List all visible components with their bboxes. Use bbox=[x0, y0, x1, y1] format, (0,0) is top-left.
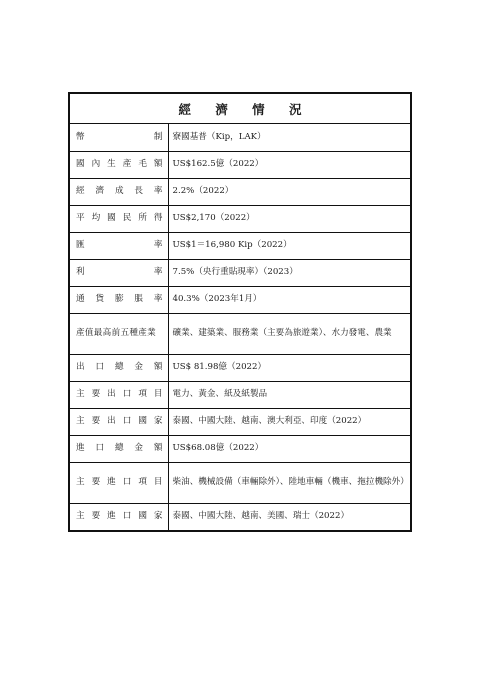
row-label-cell bbox=[70, 151, 168, 178]
row-label-cell bbox=[70, 313, 168, 354]
row-label-cell bbox=[70, 354, 168, 381]
table-row bbox=[70, 503, 410, 530]
row-value: US$1＝16,980 Kip（2022） bbox=[168, 232, 410, 259]
table-row bbox=[70, 124, 410, 151]
row-value: US$ 81.98億（2022） bbox=[168, 354, 410, 381]
row-label: 主 要 進 口 國 家 bbox=[76, 511, 163, 522]
row-label: 幣 制 bbox=[76, 131, 163, 142]
row-label: 匯 率 bbox=[76, 240, 163, 250]
economic-data-table bbox=[70, 124, 410, 530]
row-value: US$68.08億（2022） bbox=[168, 435, 410, 462]
row-label: 主 要 出 口 國 家 bbox=[76, 416, 163, 426]
row-label: 國 內 生 產 毛 額 bbox=[76, 159, 163, 169]
table-row bbox=[70, 178, 410, 205]
table-title: 經 濟 情 況 bbox=[70, 94, 410, 124]
row-label-cell bbox=[70, 205, 168, 232]
row-label: 利 率 bbox=[76, 267, 163, 277]
table-row bbox=[70, 286, 410, 313]
row-value: 柴油、機械設備（車輛除外）、陸地車輛（機車、拖拉機除外） bbox=[168, 462, 410, 503]
row-label: 經 濟 成 長 率 bbox=[76, 186, 163, 196]
table-row bbox=[70, 435, 410, 462]
table-row bbox=[70, 232, 410, 259]
row-value: 電力、黃金、紙及紙製品 bbox=[168, 381, 410, 408]
row-value: 2.2%（2022） bbox=[168, 178, 410, 205]
row-value: 寮國基普（Kip，LAK） bbox=[172, 131, 266, 142]
row-value: US$2,170（2022） bbox=[168, 205, 410, 232]
table-row bbox=[70, 381, 410, 408]
row-value: 泰國、中國大陸、越南、美國、瑞士（2022） bbox=[168, 503, 410, 530]
row-label: 平 均 國 民 所 得 bbox=[76, 213, 163, 223]
row-label-cell bbox=[70, 462, 168, 503]
table-row bbox=[70, 259, 410, 286]
table-row bbox=[70, 205, 410, 232]
row-value: 礦業、建築業、服務業（主要為旅遊業）、水力發電、農業 bbox=[168, 313, 410, 354]
row-label-cell bbox=[70, 178, 168, 205]
row-label-cell bbox=[70, 259, 168, 286]
table-row bbox=[70, 354, 410, 381]
row-label-cell bbox=[70, 381, 168, 408]
table-row bbox=[70, 408, 410, 435]
row-label-cell bbox=[70, 503, 168, 530]
row-label-cell bbox=[70, 124, 168, 151]
table-row bbox=[70, 462, 410, 503]
table-row bbox=[70, 151, 410, 178]
economic-situation-table bbox=[68, 92, 412, 532]
row-label-cell bbox=[70, 232, 168, 259]
row-label-cell bbox=[70, 435, 168, 462]
row-label: 進 口 總 金 額 bbox=[76, 443, 163, 453]
row-label-cell bbox=[70, 408, 168, 435]
row-label: 產值最高前五種產業 bbox=[76, 328, 157, 338]
row-value: US$162.5億（2022） bbox=[168, 151, 410, 178]
row-value: 泰國、中國大陸、越南、澳大利亞、印度（2022） bbox=[168, 408, 410, 435]
row-value: 40.3%（2023年1月） bbox=[168, 286, 410, 313]
row-label: 通 貨 膨 脹 率 bbox=[76, 294, 163, 304]
table-row bbox=[70, 313, 410, 354]
row-label: 主 要 出 口 項 目 bbox=[76, 389, 163, 399]
row-value: 7.5%（央行重貼現率）（2023） bbox=[168, 259, 410, 286]
row-label-cell bbox=[70, 286, 168, 313]
row-label: 出 口 總 金 額 bbox=[76, 362, 163, 372]
row-label: 主 要 進 口 項 目 bbox=[76, 477, 163, 487]
